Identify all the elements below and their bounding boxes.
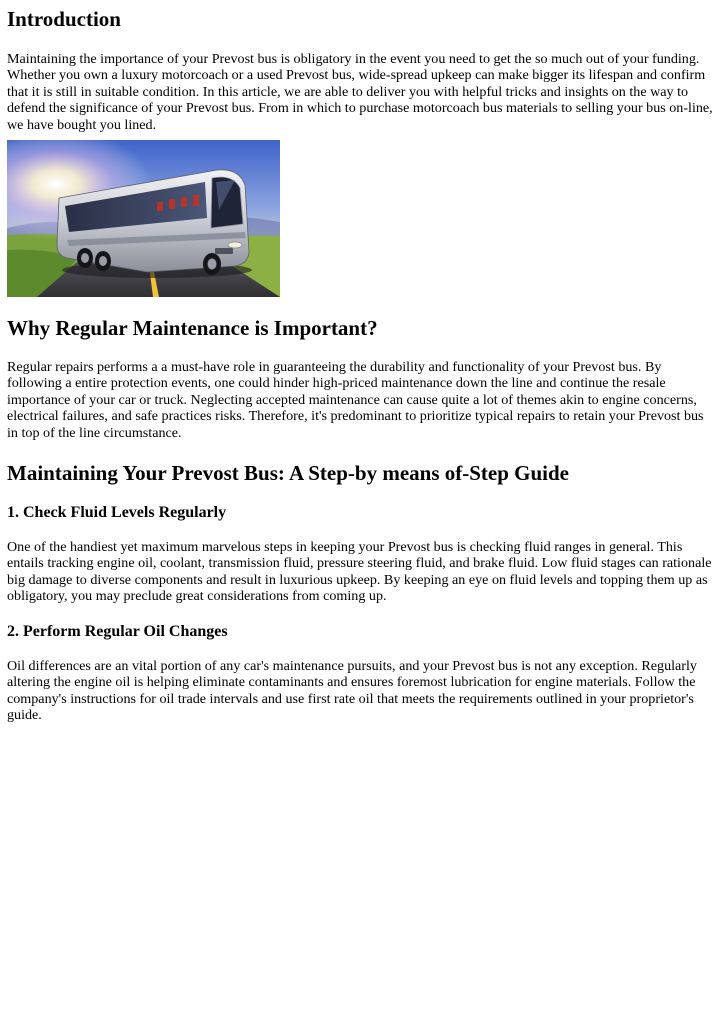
why-maintenance-heading: Why Regular Maintenance is Important? (7, 316, 378, 341)
step1-paragraph: One of the handiest yet maximum marvelous steps in keeping your Prevost bus is checking fluid ranges in general. This entails tracking engine oil, coolant, transmission fluid, pressure steering fluid, and brake fluid. Low fluid stages can rationale big damage to diverse components and result in luxurious upkeep. By keeping an eye on fluid levels and topping them up as obligatory, you may preclude great considerations from coming up. (7, 539, 712, 605)
step1-heading: 1. Check Fluid Levels Regularly (7, 504, 227, 522)
step2-heading: 2. Perform Regular Oil Changes (7, 622, 228, 640)
guide-heading: Maintaining Your Prevost Bus: A Step-by means of-Step Guide (7, 461, 570, 486)
intro-heading: Introduction (7, 7, 121, 31)
step2-paragraph: Oil differences are an vital portion of any car's maintenance pursuits, and your Prevost bus is not any exception. Regularly altering the engine oil is helping eliminate contaminants and ensures foremost lubrication for engine materials. Follow the company's instructions for oil trade intervals and use first rate oil that meets the requirements outlined in your proprietor's guide. (7, 657, 697, 723)
why-maintenance-paragraph: Regular repairs performs a a must-have role in guaranteeing the durability and functionality of your Prevost bus. By following a entire protection events, one could hinder high-priced maintenance down the line and continue the resale importance of your car or truck. Neglecting accepted maintenance can cause quite a lot of themes akin to engine concerns, electrical failures, and safe practices risks. Therefore, it's predominant to prioritize typical repairs to retain your Prevost bus in top of the line circumstance. (7, 359, 704, 441)
intro-paragraph: Maintaining the importance of your Prevost bus is obligatory in the event you need to get the so much out of your funding. Whether you own a luxury motorcoach or a used Prevost bus, wide-spread upkeep can make bigger its lifespan and confirm that it is still in suitable condition. In this article, we are able to deliver you with helpful tricks and insights on the way to defend the significance of your Prevost bus. From in which to purchase motorcoach bus materials to selling your bus on-line, we have bought you lined. (7, 51, 713, 133)
bus-photo (7, 140, 280, 297)
